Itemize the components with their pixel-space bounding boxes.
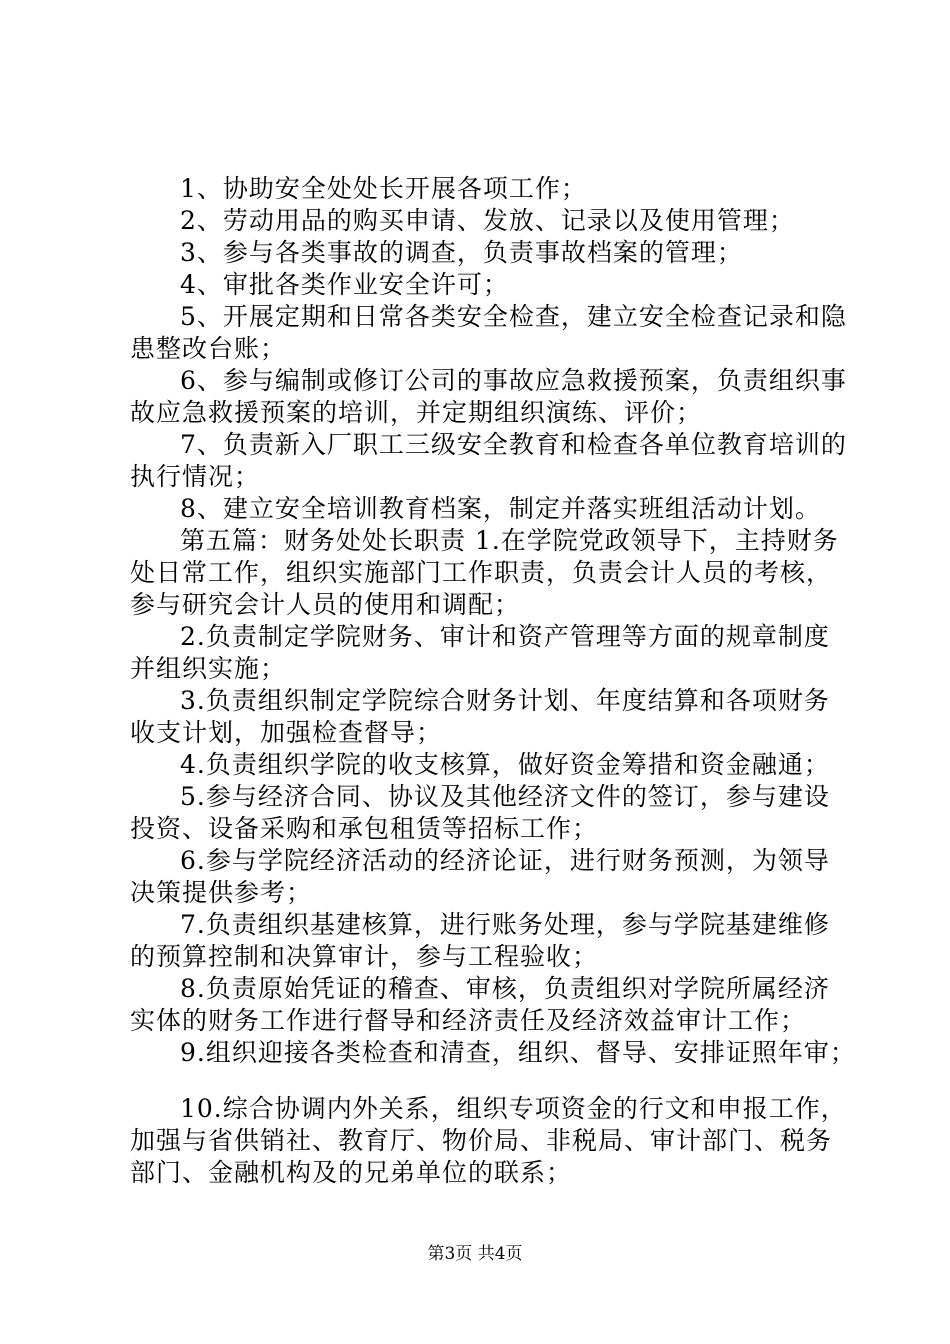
text-line-18: 收支计划，加强检查督导； <box>130 718 443 747</box>
text-line-23: 决策提供参考； <box>130 878 313 907</box>
text-line-2: 2、劳动用品的购买申请、发放、记录以及使用管理； <box>180 206 795 235</box>
text-line-7: 6、参与编制或修订公司的事故应急救援预案，负责组织事 <box>180 366 847 395</box>
text-line-14: 参与研究会计人员的使用和调配； <box>130 590 521 619</box>
text-line-16: 并组织实施； <box>130 654 287 683</box>
text-line-9: 7、负责新入厂职工三级安全教育和检查各单位教育培训的 <box>180 430 847 459</box>
text-line-4: 4、审批各类作业安全许可； <box>180 270 509 299</box>
text-line-12: 第五篇：财务处处长职责 1.在学院党政领导下，主持财务 <box>180 526 839 555</box>
text-line-5: 5、开展定期和日常各类安全检查，建立安全检查记录和隐 <box>180 302 847 331</box>
text-line-22: 6.参与学院经济活动的经济论证，进行财务预测，为领导 <box>180 846 830 875</box>
text-line-15: 2.负责制定学院财务、审计和资产管理等方面的规章制度 <box>180 622 830 651</box>
text-line-17: 3.负责组织制定学院综合财务计划、年度结算和各项财务 <box>180 686 830 715</box>
text-line-27: 实体的财务工作进行督导和经济责任及经济效益审计工作； <box>130 1006 807 1035</box>
text-line-8: 故应急救援预案的培训，并定期组织演练、评价； <box>130 398 703 427</box>
text-line-21: 投资、设备采购和承包租赁等招标工作； <box>130 814 599 843</box>
text-line-11: 8、建立安全培训教育档案，制定并落实班组活动计划。 <box>180 494 821 523</box>
text-line-20: 5.参与经济合同、协议及其他经济文件的签订，参与建设 <box>180 782 830 811</box>
text-line-28: 9.组织迎接各类检查和清查，组织、督导、安排证照年审； <box>180 1038 856 1067</box>
text-line-30: 加强与省供销社、教育厅、物价局、非税局、审计部门、税务 <box>130 1126 833 1155</box>
text-line-29: 10.综合协调内外关系，组织专项资金的行文和申报工作， <box>180 1094 847 1123</box>
text-line-13: 处日常工作，组织实施部门工作职责，负责会计人员的考核， <box>130 558 833 587</box>
text-line-10: 执行情况； <box>130 462 261 491</box>
text-line-24: 7.负责组织基建核算，进行账务处理，参与学院基建维修 <box>180 910 830 939</box>
text-line-3: 3、参与各类事故的调查，负责事故档案的管理； <box>180 238 743 267</box>
text-line-25: 的预算控制和决算审计，参与工程验收； <box>130 942 599 971</box>
text-line-31: 部门、金融机构及的兄弟单位的联系； <box>130 1158 573 1187</box>
text-line-19: 4.负责组织学院的收支核算，做好资金筹措和资金融通； <box>180 750 830 779</box>
text-line-26: 8.负责原始凭证的稽查、审核，负责组织对学院所属经济 <box>180 974 830 1003</box>
page-number-footer: 第3页 共4页 <box>427 1244 523 1264</box>
text-line-1: 1、协助安全处处长开展各项工作； <box>180 174 587 203</box>
text-line-6: 患整改台账； <box>130 334 287 363</box>
